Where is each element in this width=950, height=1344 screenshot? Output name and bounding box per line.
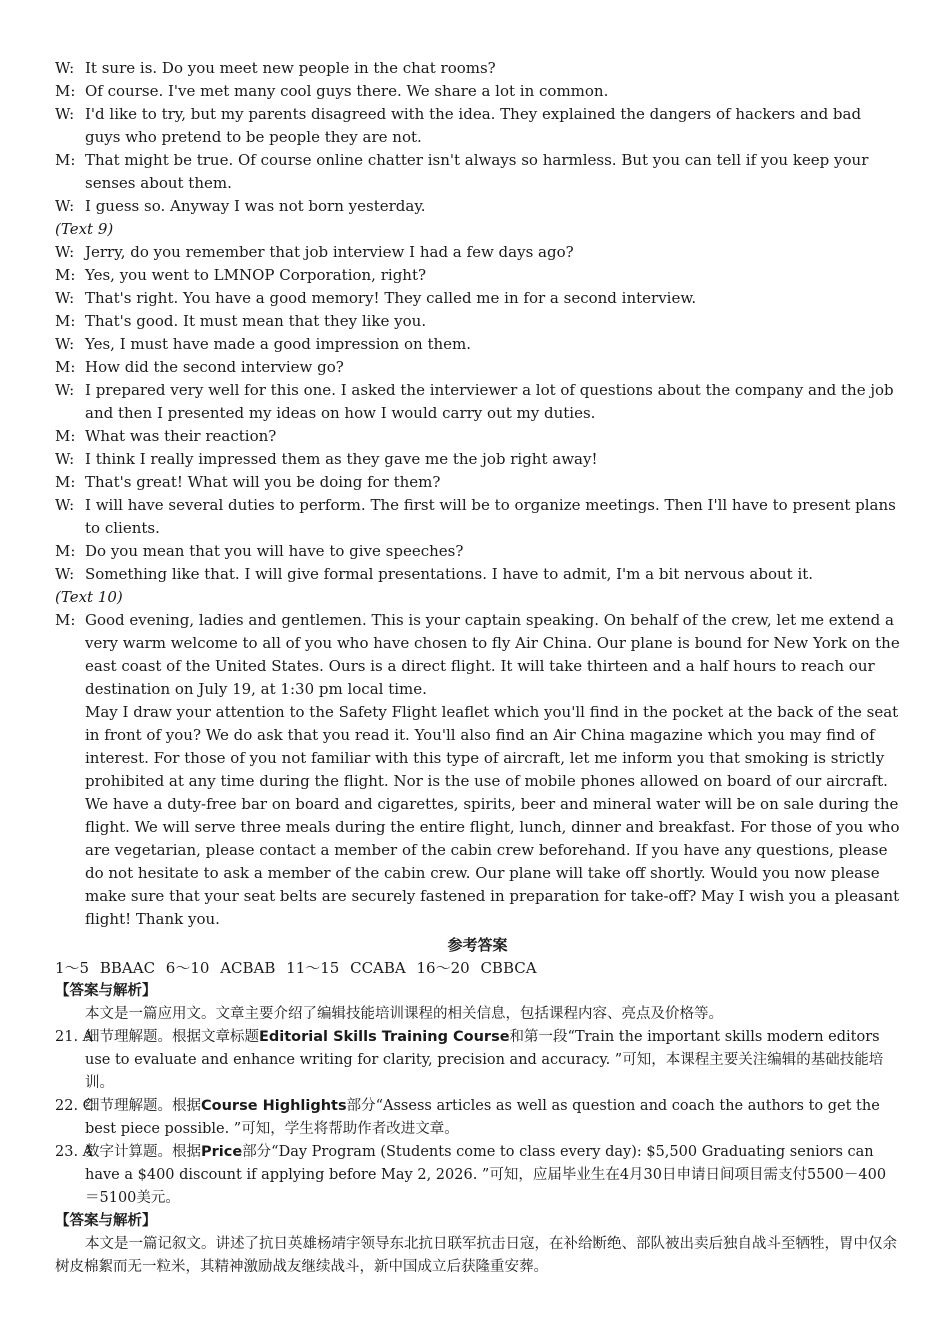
- speaker-label: M:: [55, 542, 76, 560]
- speaker-label: W:: [55, 496, 75, 514]
- question-explanation: [55, 1141, 900, 1210]
- speaker-label: M:: [55, 151, 76, 169]
- explanation-text: 和第一段“Train the important skills modern editors use to evaluate and enhance writing for clarity, precision and accuracy. ”可知，本课程主要关注编辑的基础技能培训。: [85, 1029, 884, 1091]
- dialogue-text: Yes, you went to LMNOP Corporation, right?: [85, 266, 427, 284]
- announcement-text: Good evening, ladies and gentlemen. This is your captain speaking. On behalf of the crew, let me extend a very warm welcome to all of you who have chosen to fly Air China. Our plane is bound for New York on the east coast of the United States. Ours is a direct flight. It will take thirteen and a half hours to reach our destination on July 19, at 1:30 pm local time.: [85, 611, 900, 698]
- dialogue-line: [55, 563, 900, 586]
- speaker-label: W:: [55, 335, 75, 353]
- explanation-text: 部分“Assess articles as well as question and coach the authors to get the best piece possible. ”可知，学生将帮助作者改进文章。: [85, 1098, 880, 1137]
- dialogue-line: [55, 241, 900, 264]
- dialogue-line: [55, 494, 900, 540]
- dialogue-text: Yes, I must have made a good impression on them.: [85, 335, 472, 353]
- dialogue-text: Something like that. I will give formal presentations. I have to admit, I'm a bit nervous about it.: [85, 565, 814, 583]
- dialogue-text: Do you mean that you will have to give speeches?: [85, 542, 464, 560]
- speaker-label: M:: [55, 611, 76, 629]
- dialogue-line: [55, 103, 900, 149]
- speaker-label: M:: [55, 427, 76, 445]
- dialogue-line: [55, 540, 900, 563]
- dialogue-text: I'd like to try, but my parents disagreed with the idea. They explained the dangers of hackers and bad guys who pretend to be people they are not.: [85, 105, 862, 146]
- speaker-label: W:: [55, 289, 75, 307]
- dialogue-line: [55, 287, 900, 310]
- speaker-label: W:: [55, 59, 75, 77]
- dialogue-text: That's good. It must mean that they like you.: [85, 312, 427, 330]
- explanation-text: 部分“Day Program (Students come to class every day): $5,500 Graduating seniors can have a $400 discount if applying before May 2, 2026. ”可知，应届毕业生在4月30日申请日间项目需支付5500－400＝5100美元。: [85, 1144, 887, 1206]
- speaker-label: M:: [55, 82, 76, 100]
- speaker-label: M:: [55, 473, 76, 491]
- dialogue-line: [55, 57, 900, 80]
- dialogue-line: [55, 264, 900, 287]
- section-header: 【答案与解析】: [55, 1213, 157, 1229]
- dialogue-line: [55, 356, 900, 379]
- question-number: 21. A: [55, 1029, 94, 1045]
- speaker-label: M:: [55, 358, 76, 376]
- dialogue-line: [55, 310, 900, 333]
- question-explanation: [55, 1095, 900, 1141]
- bold-reference: Editorial Skills Training Course: [259, 1029, 510, 1045]
- bold-reference: Price: [201, 1144, 243, 1160]
- explanation-section-2: [55, 1210, 900, 1279]
- dialogue-line: [55, 471, 900, 494]
- dialogue-text: That's right. You have a good memory! They called me in for a second interview.: [85, 289, 697, 307]
- dialogue-line: [55, 195, 900, 218]
- question-explanation: [55, 1026, 900, 1095]
- dialogue-line: [55, 80, 900, 103]
- speaker-label: W:: [55, 243, 75, 261]
- dialogue-text: That might be true. Of course online chatter isn't always so harmless. But you can tell if you keep your senses about them.: [85, 151, 869, 192]
- speaker-label: W:: [55, 565, 75, 583]
- text-10-label: (Text 10): [55, 588, 123, 606]
- speaker-label: W:: [55, 381, 75, 399]
- speaker-label: W:: [55, 197, 75, 215]
- speaker-label: M:: [55, 312, 76, 330]
- bold-reference: Course Highlights: [201, 1098, 347, 1114]
- question-number: 23. A: [55, 1144, 94, 1160]
- section-intro: 本文是一篇记叙文。讲述了抗日英雄杨靖宇领导东北抗日联军抗击日寇，在补给断绝、部队被出卖后独自战斗至牺牲，胃中仅余树皮棉絮而无一粒米，其精神激励战友继续战斗，新中国成立后获隆重安葬。: [55, 1236, 897, 1275]
- dialogue-line: [55, 379, 900, 425]
- explanation-text: 数字计算题。根据: [85, 1144, 201, 1160]
- dialogue-text: Jerry, do you remember that job interview I had a few days ago?: [85, 243, 574, 261]
- dialogue-text-9: [55, 241, 900, 586]
- explanation-text: 细节理解题。根据文章标题: [85, 1029, 259, 1045]
- dialogue-text: I prepared very well for this one. I asked the interviewer a lot of questions about the company and the job and then I presented my ideas on how I would carry out my duties.: [85, 381, 894, 422]
- speaker-label: M:: [55, 266, 76, 284]
- answers-title: 参考答案: [447, 936, 508, 954]
- announcement-text: May I draw your attention to the Safety Flight leaflet which you'll find in the pocket at the back of the seat in front of you? We do ask that you read it. You'll also find an Air China magazine which you may find of interest. For those of you not familiar with this type of aircraft, let me inform you that smoking is strictly prohibited at any time during the flight. Nor is the use of mobile phones allowed on board of our aircraft. We have a duty-free bar on board and cigarettes, spirits, beer and mineral water will be on sale during the flight. We will serve three meals during the entire flight, lunch, dinner and breakfast. For those of you who are vegetarian, please contact a member of the cabin crew beforehand. If you have any questions, please do not hesitate to ask a member of the cabin crew. Our plane will take off shortly. Would you now please make sure that your seat belts are securely fastened in preparation for take-off? May I wish you a pleasant flight! Thank you.: [85, 703, 900, 928]
- dialogue-line: [55, 425, 900, 448]
- speaker-label: W:: [55, 450, 75, 468]
- answer-key-line: 1～5 BBAAC 6～10 ACBAB 11～15 CCABA 16～20 CBBCA: [55, 959, 537, 977]
- dialogue-text: How did the second interview go?: [85, 358, 344, 376]
- dialogue-text: I will have several duties to perform. The first will be to organize meetings. Then I'll have to present plans to clients.: [85, 496, 896, 537]
- dialogue-line: [55, 333, 900, 356]
- announcement-para-2: [55, 701, 900, 931]
- dialogue-text: Of course. I've met many cool guys there. We share a lot in common.: [85, 82, 609, 100]
- dialogue-text: I guess so. Anyway I was not born yesterday.: [85, 197, 426, 215]
- section-intro: 本文是一篇应用文。文章主要介绍了编辑技能培训课程的相关信息，包括课程内容、亮点及价格等。: [85, 1006, 723, 1022]
- text-9-label: (Text 9): [55, 220, 114, 238]
- dialogue-text: That's great! What will you be doing for them?: [85, 473, 441, 491]
- dialogue-text: What was their reaction?: [85, 427, 277, 445]
- dialogue-line: [55, 448, 900, 471]
- announcement-para-1: [55, 609, 900, 701]
- question-number: 22. C: [55, 1098, 94, 1114]
- explanation-section-1: [55, 980, 900, 1210]
- dialogue-line: [55, 149, 900, 195]
- dialogue-text-8: [55, 57, 900, 218]
- speaker-label: W:: [55, 105, 75, 123]
- section-header: 【答案与解析】: [55, 983, 157, 999]
- announcement: [55, 609, 900, 931]
- dialogue-text: It sure is. Do you meet new people in the chat rooms?: [85, 59, 496, 77]
- explanation-text: 细节理解题。根据: [85, 1098, 201, 1114]
- dialogue-text: I think I really impressed them as they gave me the job right away!: [85, 450, 598, 468]
